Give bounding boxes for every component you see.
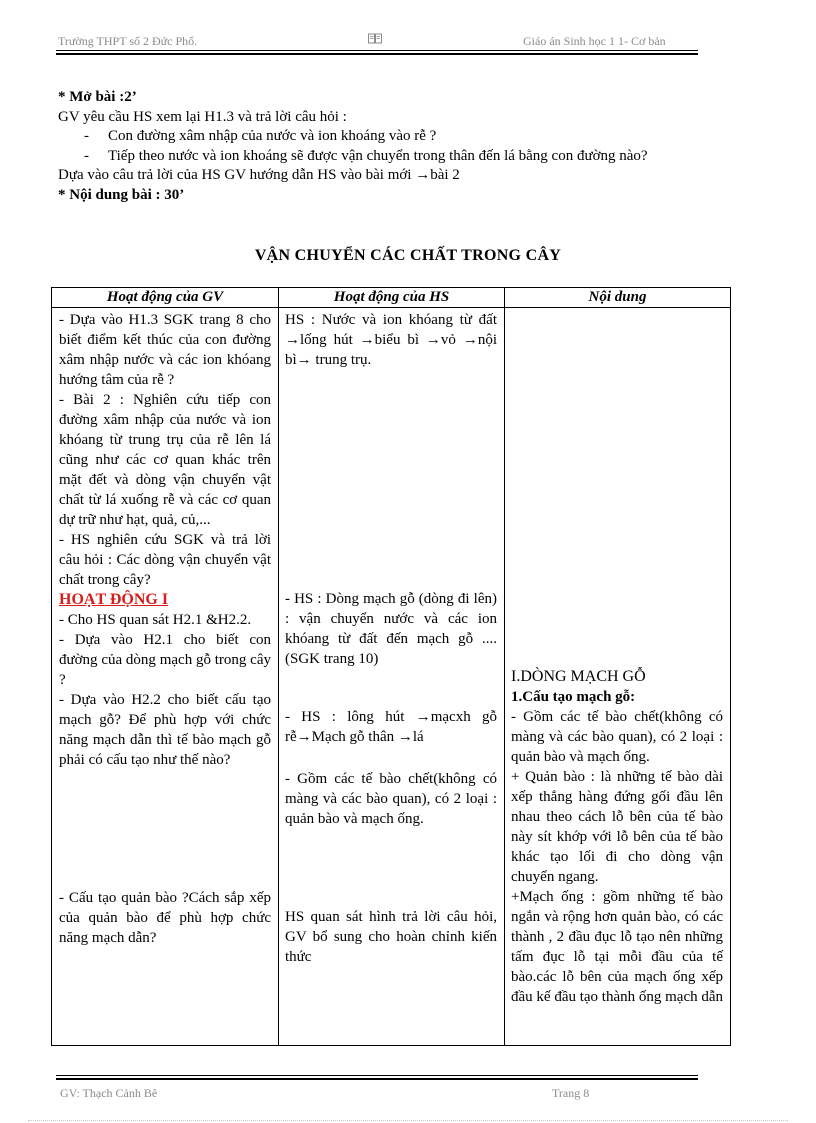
header-subject: Giáo án Sinh học 1 1- Cơ bản [523, 34, 666, 48]
lesson-title: VẬN CHUYỂN CÁC CHẤT TRONG CÂY [254, 247, 562, 264]
hs-answer [285, 589, 497, 669]
hs-paragraph: - HS : Dòng mạch gỗ (dòng đi lên) : vận chuyển nước và các ion khóang từ đất đến mạch gỗ ....(SGK trang 10) [285, 591, 497, 667]
content-paragraph: +Mạch ống : gồm những tế bào ngắn và rộng hơn quản bào, có các thành , 2 đầu đục lỗ tạo nên những tấm đục lỗ tại mỗi đầu của tế bào.các lỗ bên của mạch ống xếp đầu kế đầu tạo thành ống mạch dẫn [511, 889, 724, 1005]
hs-answer [285, 907, 497, 967]
book-icon [368, 33, 382, 45]
activity-heading: HOẠT ĐỘNG I [59, 591, 169, 608]
footer-rule-thick [56, 1078, 698, 1080]
footer-teacher: GV: Thạch Cảnh Bê [60, 1086, 158, 1100]
content-paragraph: + Quản bào : là những tế bào dài xếp thẳng hàng đứng gối đầu lên nhau theo cách lỗ bên của tế bào này sít khớp với lỗ bên của tế bào khác tạo lối đi cho dòng vận chuyển ngang. [511, 769, 723, 885]
col-header-noi-dung: Nội dung [588, 289, 647, 305]
gv-column [59, 310, 271, 770]
mo-bai-heading: * Mở bài :2’ [58, 89, 137, 105]
hs-paragraph: HS quan sát hình trả lời câu hỏi, GV bổ sung cho hoàn chỉnh kiến thức [285, 909, 497, 965]
noi-dung-heading: * Nội dung bài : 30’ [58, 186, 185, 203]
footer-rule-thin [56, 1075, 698, 1076]
gv-paragraph: - Cấu tạo quản bào ?Cách sắp xếp của quản bào để phù hợp chức năng mạch dẫn? [59, 890, 271, 946]
lesson-intro [58, 88, 734, 205]
header-rule-thin [56, 50, 698, 51]
footer-page-number: Trang 8 [552, 1086, 590, 1100]
col-header-gv: Hoạt động của GV [106, 289, 224, 305]
page-bottom-border [28, 1120, 788, 1121]
column-divider [504, 288, 505, 1045]
gv-paragraph: - Bài 2 : Nghiên cứu tiếp con đường xâm nhập của nước và ion khóang từ trung trụ của rễ lên lá cũng như các cơ quan khác trên mặt đết và dòng vận chuyển vật chất từ lá xuống rễ và các cơ quan dự trữ như hạt, quả, củ,... [59, 392, 271, 528]
col-header-hs: Hoạt động của HS [333, 289, 450, 305]
header-rule-thick [56, 53, 698, 55]
question-list [58, 127, 734, 166]
hs-paragraph: - HS : lông hút →mạcxh gỗ rễ→Mạch gỗ thân →lá [285, 709, 497, 745]
gv-request: GV yêu cầu HS xem lại H1.3 và trả lời câu hỏi : [58, 108, 347, 125]
column-divider [278, 288, 279, 1045]
transition-text: Dựa vào câu trả lời của HS GV hướng dẫn HS vào bài mới →bài 2 [58, 167, 460, 183]
header-divider [52, 307, 730, 308]
gv-paragraph: - Dựa vào H2.1 cho biết con đường của dòng mạch gỗ trong cây ? [59, 632, 271, 688]
hs-answer [285, 769, 497, 829]
hs-answer [285, 310, 497, 370]
hs-answer [285, 707, 497, 747]
gv-paragraph: - HS nghiên cứu SGK và trả lời câu hỏi : Các dòng vận chuyển vật chất trong cây? [59, 532, 271, 588]
gv-column-lower [59, 888, 271, 948]
hs-paragraph: - Gồm các tế bào chết(không có màng và các bào quan), có 2 loại : quản bào và mạch ống. [285, 771, 497, 827]
gv-paragraph: - Cho HS quan sát H2.1 &H2.2. [59, 612, 252, 628]
gv-paragraph: - Dựa vào H2.2 cho biết cấu tạo mạch gỗ? Để phù hợp với chức năng mạch dẫn thì tế bào mạch gỗ phải có cấu tạo như thế nào? [59, 692, 271, 768]
gv-paragraph: - Dựa vào H1.3 SGK trang 8 cho biết điểm kết thúc của con đường xâm nhập nước và các ion khóang hướng tâm của rễ ? [59, 312, 271, 388]
noi-dung-column [511, 667, 723, 1007]
header-school: Trường THPT số 2 Đức Phổ. [58, 34, 198, 48]
hs-paragraph: HS : Nước và ion khóang từ đất →lống hút →biểu bì →vỏ →nội bì→ trung trụ. [285, 312, 497, 368]
section-heading: I.DÒNG MẠCH GỖ [511, 668, 646, 685]
subsection-heading: 1.Cấu tạo mạch gỗ: [511, 689, 636, 705]
lesson-table [51, 287, 731, 1046]
question-item: - Tiếp theo nước và ion khoáng sẽ được vận chuyển trong thân đến lá bằng con đường nào? [58, 147, 734, 167]
question-item: - Con đường xâm nhập của nước và ion khoáng vào rễ ? [58, 127, 734, 147]
content-paragraph: - Gồm các tế bào chết(không có màng và các bào quan), có 2 loại : quản bào và mạch ống. [511, 709, 723, 765]
